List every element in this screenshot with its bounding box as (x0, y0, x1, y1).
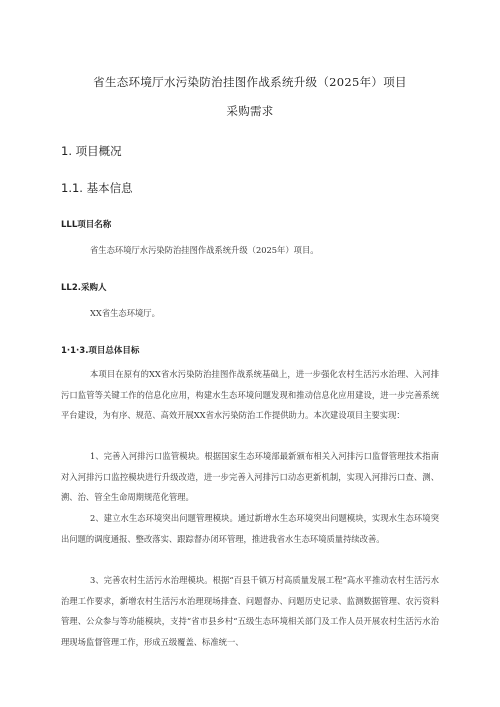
section-heading-1: 1. 项目概况 (61, 144, 122, 158)
section-heading-1-1: 1.1. 基本信息 (61, 181, 133, 195)
buyer-text: XX省生态环境厅。 (90, 308, 160, 318)
goal-item-1: 1、完善入河排污口监管模块。根据国家生态环境部最新颁布相关入河排污口监督管理技术指南对入河排污口监控模块进行升级改造，进一步完善入河排污口动态更新机制，实现入河排污口查、测、溯、治、管全生命周期规范化管理。 (61, 451, 439, 503)
subheading-project-name: LLL项目名称 (61, 220, 112, 230)
document-subtitle: 采购需求 (226, 104, 274, 118)
goal-item-3: 3、完善农村生活污水治理模块。根据“百县千镇万村高质量发展工程”高水平推动农村生活污水治理工作要求，新增农村生活污水治理现场排查、问题督办、问题历史记录、监测数据管理、农污资料管理、公众参与等功能模块，支持“省市县乡村“五级生态环境相关部门及工作人员开展农村生活污水治理现场监督管理工作，形成五级覆盖、标准统一、 (61, 575, 439, 647)
project-name-text: 省生态环境厅水污染防治挂图作战系统升级（2025年）项目。 (90, 245, 319, 255)
goal-item-2: 2、建立水生态环境突出问题管理模块。通过新增水生态环境突出问题模块，实现水生态环境突出问题的调度通报、整改落实、跟踪督办闭环管理，推进我省水生态环境质量持续改善。 (61, 513, 439, 544)
document-title: 省生态环境厅水污染防治挂图作战系统升级（2025年）项目 (93, 75, 407, 89)
subheading-buyer: LL2.采购人 (61, 283, 107, 293)
goal-paragraph: 本项目在原有的XX省水污染防治挂图作战系统基础上，进一步强化农村生活污水治理、入河排污口监管等关键工作的信息化应用，构建水生态环境问题发现和推动信息化应用建设，进一步完善系统平台建设，为有序、规范、高效开展XX省水污染防治工作提供助力。本次建设项目主要实现： (61, 369, 439, 421)
subheading-overall-goal: 1·1·3.项目总体目标 (61, 346, 140, 356)
